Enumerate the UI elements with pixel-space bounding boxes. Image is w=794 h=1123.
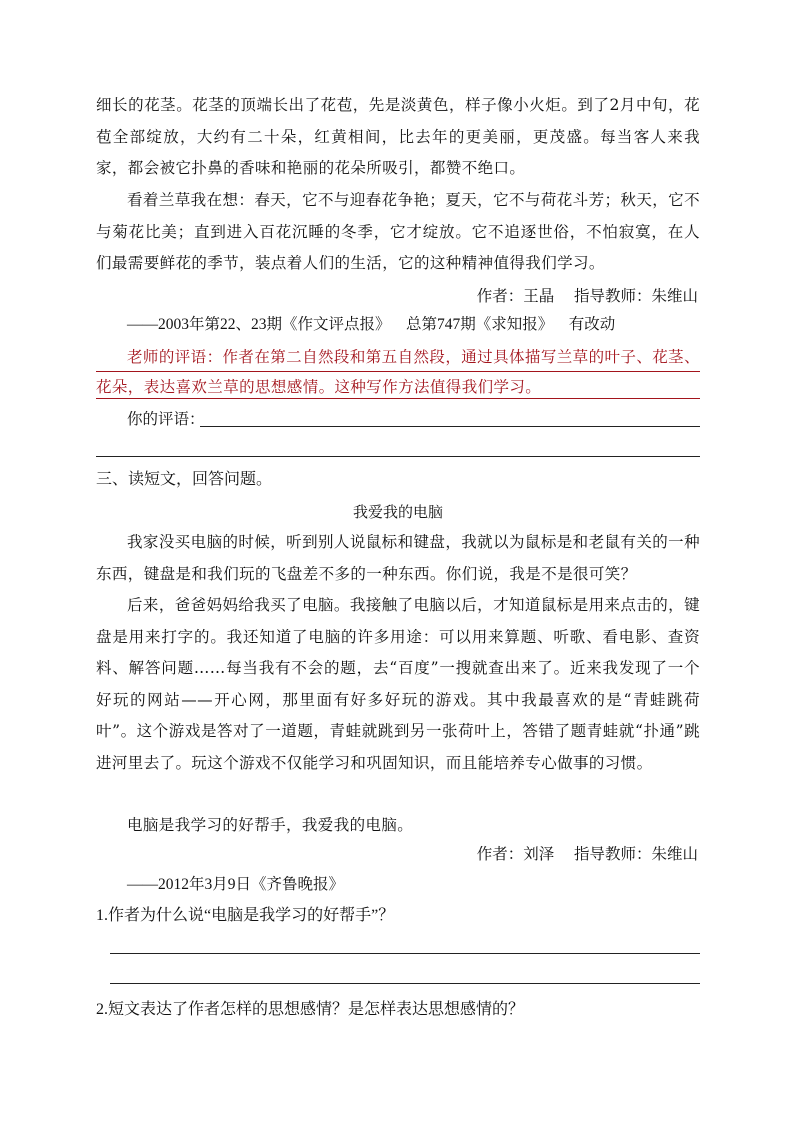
question-2: 2.短文表达了作者怎样的思想感情？是怎样表达思想感情的？ (96, 1001, 525, 1018)
your-comment-label: 你的评语： (127, 411, 205, 428)
your-comment-line-2[interactable] (96, 456, 700, 457)
section3-heading: 三、读短文，回答问题。 (96, 471, 273, 488)
answer-line-1a[interactable] (110, 953, 700, 954)
answer-line-1b[interactable] (110, 983, 700, 984)
passage1-paragraph-continued: 细长的花茎。花茎的顶端长出了花苞，先是淡黄色，样子像小火炬。到了2月中旬，花苞全部绽放，大约有二十朵，红黄相间，比去年的更美丽，更茂盛。每当客人来我家，都会被它扑鼻的香味和艳丽的花朵所吸引，都赞不绝口。 (96, 96, 700, 177)
article-source: ——2012年3月9日《齐鲁晚报》 (127, 876, 345, 893)
passage1-paragraph-last: 看着兰草我在想：春天，它不与迎春花争艳；夏天，它不与荷花斗芳；秋天，它不与菊花比美；直到进入百花沉睡的冬季，它才绽放。它不追逐世俗，不怕寂寞，在人们最需要鲜花的季节，装点着人们的生活，它的这种精神值得我们学习。 (96, 191, 700, 272)
article-title: 我爱我的电脑 (352, 503, 443, 521)
article-byline: 作者：刘泽 指导教师：朱维山 (476, 845, 698, 863)
your-comment-line-1[interactable] (200, 426, 700, 427)
article-paragraph-3: 电脑是我学习的好帮手，我爱我的电脑。 (127, 816, 414, 834)
passage1-source: ——2003年第22、23期《作文评点报》 总第747期《求知报》 有改动 (127, 316, 616, 333)
article-paragraph-1: 我家没买电脑的时候，听到别人说鼠标和键盘，我就以为鼠标是和老鼠有关的一种东西，键盘是和我们玩的飞盘差不多的一种东西。你们说，我是不是很可笑？ (96, 533, 700, 583)
comment-underline-2 (96, 398, 700, 399)
passage1-byline: 作者：王晶 指导教师：朱维山 (476, 287, 698, 305)
comment-underline-1 (96, 371, 700, 372)
article-paragraph-2: 后来，爸爸妈妈给我买了电脑。我接触了电脑以后，才知道鼠标是用来点击的，键盘是用来打字的。我还知道了电脑的许多用途：可以用来算题、听歌、看电影、查资料、解答问题……每当我有不会的题，去“百度”一搜就查出来了。近来我发现了一个好玩的网站——开心网，那里面有好多好玩的游戏。其中我最喜欢的是“青蛙跳荷叶”。这个游戏是答对了一道题，青蛙就跳到另一张荷叶上，答错了题青蛙就“扑通”跳进河里去了。玩这个游戏不仅能学习和巩固知识，而且能培养专心做事的习惯。 (96, 596, 700, 772)
teacher-comment: 老师的评语：作者在第二自然段和第五自然段，通过具体描写兰草的叶子、花茎、花朵，表达喜欢兰草的思想感情。这种写作方法值得我们学习。 (96, 348, 700, 396)
question-1: 1.作者为什么说“电脑是我学习的好帮手”？ (96, 907, 395, 924)
